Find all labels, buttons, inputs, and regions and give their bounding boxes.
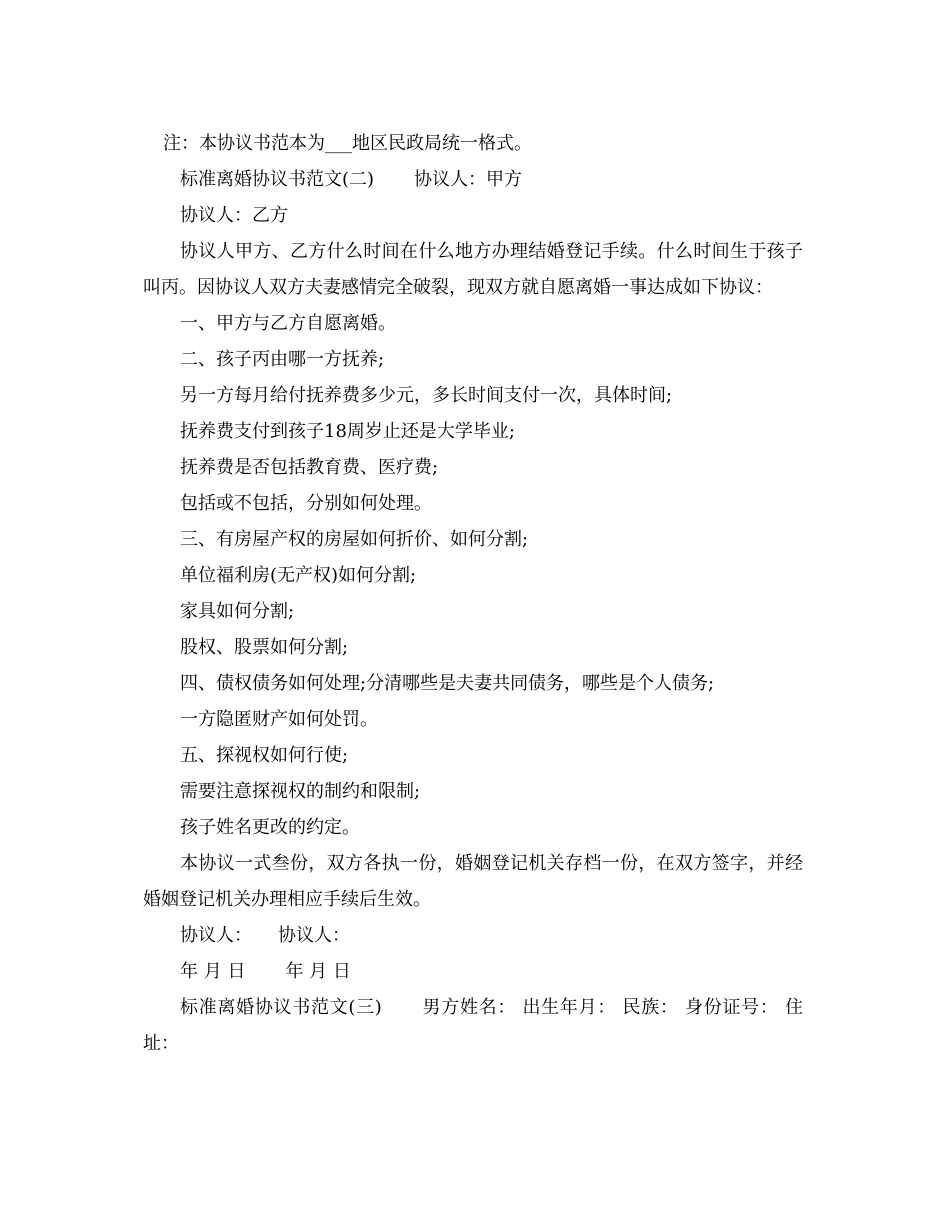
clause-2: 二、孩子丙由哪一方抚养; [180, 349, 385, 370]
clause-14: 需要注意探视权的制约和限制; [180, 781, 421, 802]
note-paragraph: 注：本协议书范本为___地区民政局统一格式。 [163, 133, 532, 154]
sample2-heading-line [143, 162, 803, 198]
sample2-party-a: 协议人：甲方 [414, 169, 523, 190]
document-body [143, 126, 803, 1062]
clause-4: 抚养费支付到孩子18周岁止还是大学毕业; [180, 421, 515, 442]
sample2-intro: 协议人甲方、乙方什么时间在什么地方办理结婚登记手续。什么时间生于孩子叫丙。因协议人双方夫妻感情完全破裂，现双方就自愿离婚一事达成如下协议： [143, 241, 803, 298]
signature-a: 协议人： [180, 925, 252, 946]
clause-15: 孩子姓名更改的约定。 [180, 817, 360, 838]
clause-10: 股权、股票如何分割; [180, 637, 349, 658]
date-b: 年 月 日 [285, 961, 351, 982]
clause-8: 单位福利房(无产权)如何分割; [180, 565, 417, 586]
clause-12: 一方隐匿财产如何处罚。 [180, 709, 378, 730]
clause-11: 四、债权债务如何处理;分清哪些是夫妻共同债务，哪些是个人债务; [180, 673, 715, 694]
clause-7: 三、有房屋产权的房屋如何折价、如何分割; [180, 529, 529, 550]
clause-3: 另一方每月给付抚养费多少元，多长时间支付一次，具体时间; [180, 385, 673, 406]
sample3-title: 标准离婚协议书范文(三) [180, 997, 382, 1018]
date-a: 年 月 日 [180, 961, 246, 982]
clause-5: 抚养费是否包括教育费、医疗费; [180, 457, 439, 478]
clause-6: 包括或不包括，分别如何处理。 [180, 493, 432, 514]
signature-b: 协议人： [278, 925, 350, 946]
sample3-heading-line [143, 990, 803, 1062]
closing-paragraph: 本协议一式叁份，双方各执一份，婚姻登记机关存档一份，在双方签字，并经婚姻登记机关办理相应手续后生效。 [143, 853, 803, 910]
sample2-title: 标准离婚协议书范文(二) [180, 169, 375, 190]
date-line [143, 954, 803, 990]
clause-13: 五、探视权如何行使; [180, 745, 349, 766]
signature-line [143, 918, 803, 954]
clause-9: 家具如何分割; [180, 601, 295, 622]
sample3-fields: 男方姓名： 出生年月： 民族： 身份证号： 住址： [143, 997, 804, 1054]
clause-1: 一、甲方与乙方自愿离婚。 [180, 313, 396, 334]
sample2-party-b: 协议人：乙方 [180, 205, 288, 226]
